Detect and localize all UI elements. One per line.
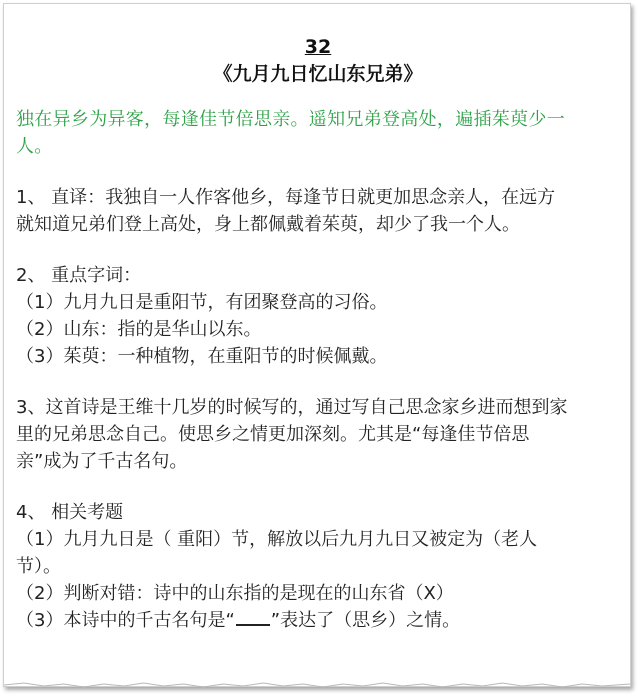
section-background [16, 394, 620, 475]
exam-item-1-line-1: （1）九月九日是（ 重阳）节，解放以后九月九日又被定为（老人 [16, 529, 538, 550]
key-word-item-2: （2）山东：指的是华山以东。 [16, 319, 262, 340]
torn-edge-decoration [4, 682, 630, 688]
background-line-3: 亲”成为了千古名句。 [16, 451, 188, 472]
section-translation [16, 184, 620, 238]
exam-item-3-after: ”表达了（思乡）之情。 [270, 610, 461, 631]
poem-line-1: 独在异乡为异客，每逢佳节倍思亲。遥知兄弟登高处，遍插茱萸少一 [16, 109, 565, 130]
key-word-item-3: （3）茱萸：一种植物，在重阳节的时候佩戴。 [16, 346, 388, 367]
lesson-number: 32 [304, 36, 332, 58]
document-sheet [3, 3, 631, 687]
key-word-item-1: （1）九月九日是重阳节，有团聚登高的习俗。 [16, 292, 388, 313]
section-key-words [16, 262, 620, 370]
poem-text [16, 106, 620, 160]
poem-title: 《九月九日忆山东兄弟》 [213, 63, 423, 85]
exam-label: 4、 相关考题 [16, 502, 124, 523]
background-line-1: 3、这首诗是王维十几岁的时候写的，通过写自己思念家乡进而想到家 [16, 397, 568, 418]
background-line-2: 里的兄弟思念自己。使思乡之情更加深刻。尤其是“每逢佳节倍思 [16, 424, 530, 445]
translation-line-1 [16, 184, 620, 211]
exam-item-3 [16, 607, 620, 634]
exam-item-1-line-2: 节）。 [16, 556, 61, 577]
poem-line-2: 人。 [16, 136, 53, 157]
translation-label: 1、 直译： [16, 187, 106, 208]
answer-blank [236, 608, 270, 626]
exam-item-2: （2）判断对错：诗中的山东指的是现在的山东省（X） [16, 583, 454, 604]
translation-text-2: 就知道兄弟们登上高处，身上都佩戴着茱萸，却少了我一个人。 [16, 214, 520, 235]
key-words-label: 2、 重点字词： [16, 265, 142, 286]
document-header [16, 34, 620, 88]
document-content [16, 34, 620, 634]
exam-item-3-before: （3）本诗中的千古名句是“ [16, 610, 235, 631]
translation-text-1: 我独自一人作客他乡，每逢节日就更加思念亲人，在远方 [105, 187, 556, 208]
section-exam-questions [16, 499, 620, 634]
